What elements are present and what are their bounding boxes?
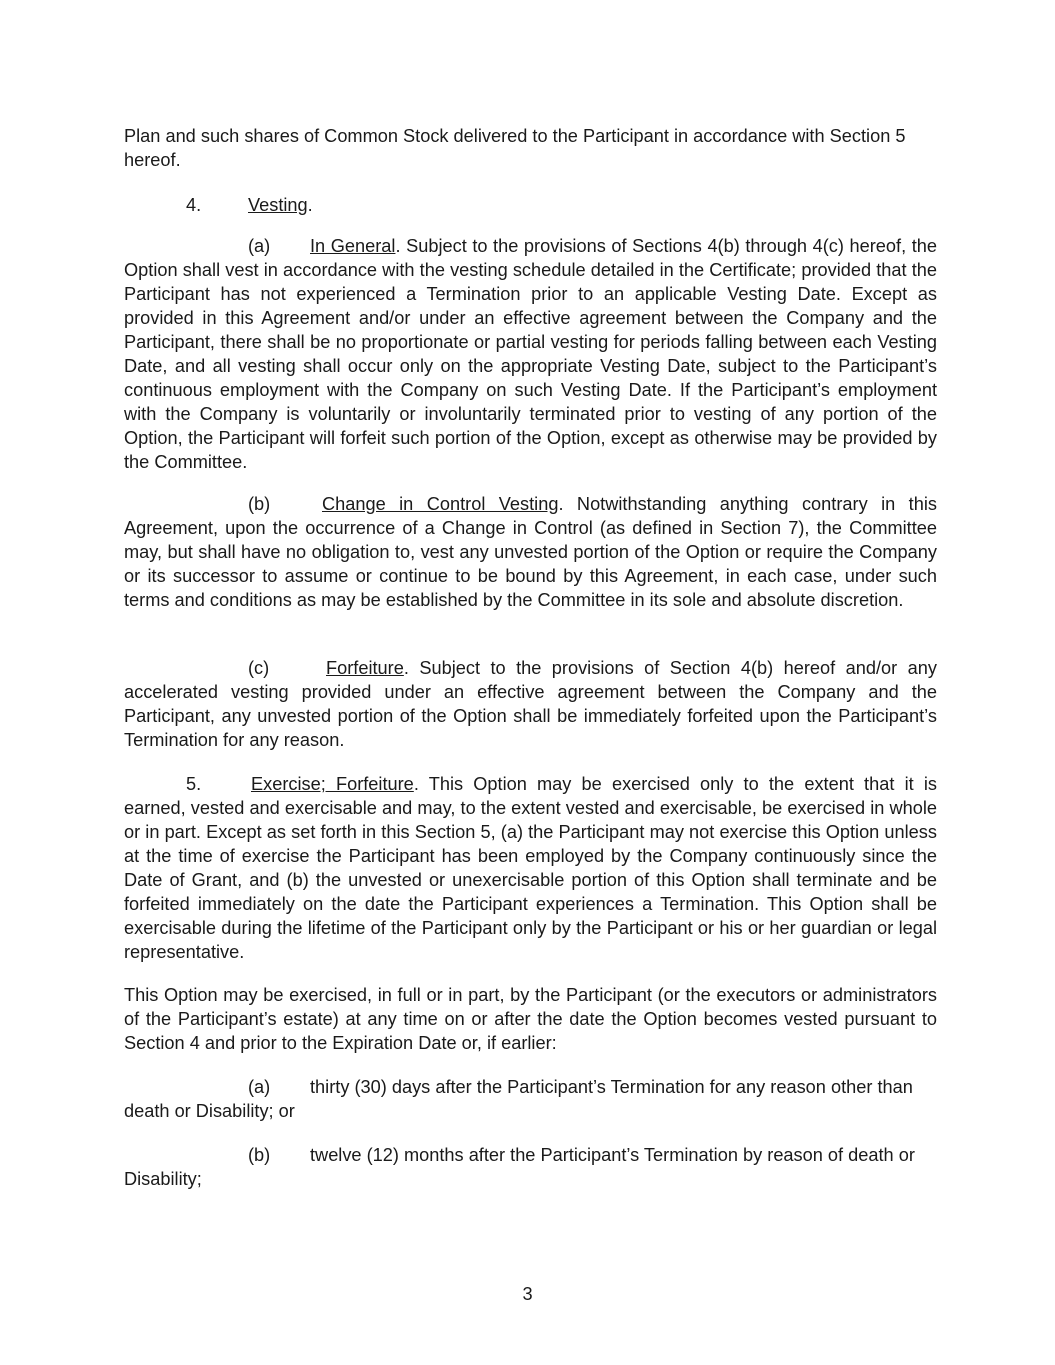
section-4b-heading: Change in Control Vesting bbox=[322, 494, 559, 514]
section-4b-label: (b) bbox=[248, 494, 271, 514]
intro-text: Plan and such shares of Common Stock delivered to the Participant in accordance with Section 5 hereof. bbox=[124, 126, 906, 170]
section-4b-paragraph bbox=[124, 492, 937, 612]
section-4a-text: . Subject to the provisions of Sections 4(b) through 4(c) hereof, the Option shall vest in accordance with the vesting schedule detailed in the Certificate; provided that the Participant has not experienced a Termination prior to an applicable Vesting Date. Except as provided in this Agreement and/or under an effective agreement between the Company and the Participant, there shall be no proportionate or partial vesting for periods falling between each Vesting Date, and all vesting shall occur only on the appropriate Vesting Date, subject to the Participant’s continuous employment with the Company on such Vesting Date. If the Participant’s employment with the Company is voluntarily or involuntarily terminated prior to vesting of any portion of the Option, the Participant will forfeit such portion of the Option, except as otherwise may be provided by the Committee. bbox=[124, 236, 937, 472]
section-5-text: . This Option may be exercised only to the extent that it is earned, vested and exercisable and may, to the extent vested and exercisable, be exercised in whole or in part. Except as set forth in this Section 5, (a) the Participant may not exercise this Option unless at the time of exercise the Participant has been employed by the Company continuously since the Date of Grant, and (b) the unvested or unexercisable portion of this Option shall terminate and be forfeited immediately on the date the Participant experiences a Termination. This Option shall be exercisable during the lifetime of the Participant only by the Participant or his or her guardian or legal representative. bbox=[124, 774, 937, 962]
section-5b-paragraph bbox=[124, 1143, 937, 1191]
section-5-paragraph-2 bbox=[124, 983, 937, 1055]
section-4b-text: . Notwithstanding anything contrary in this Agreement, upon the occurrence of a Change in Control (as defined in Section 7), the Committee may, but shall have no obligation to, vest any unvested portion of the Option or require the Company or its successor to assume or continue to be bound by this Agreement, in each case, under such terms and conditions as may be established by the Committee in its sole and absolute discretion. bbox=[124, 494, 937, 610]
section-4-number: 4. bbox=[186, 195, 202, 215]
section-5-heading: Exercise; Forfeiture bbox=[251, 774, 414, 794]
section-4a-paragraph bbox=[124, 234, 937, 474]
section-4a-label: (a) bbox=[248, 236, 271, 256]
section-4a-heading: In General bbox=[310, 236, 396, 256]
section-4c-label: (c) bbox=[248, 658, 270, 678]
section-5b-text: twelve (12) months after the Participant’s Termination by reason of death or Disability; bbox=[124, 1145, 915, 1189]
section-4-heading bbox=[124, 193, 937, 217]
intro-paragraph bbox=[124, 124, 937, 172]
section-5a-paragraph bbox=[124, 1075, 937, 1123]
section-5a-label: (a) bbox=[248, 1077, 271, 1097]
page-number: 3 bbox=[522, 1284, 533, 1304]
section-4-title: Vesting bbox=[248, 195, 308, 215]
section-5-paragraph bbox=[124, 772, 937, 964]
section-4c-paragraph bbox=[124, 656, 937, 752]
section-5-para2-text: This Option may be exercised, in full or in part, by the Participant (or the executors or administrators of the Participant’s estate) at any time on or after the date the Option becomes vested pursuant to Section 4 and prior to the Expiration Date or, if earlier: bbox=[124, 985, 937, 1053]
section-5-number: 5. bbox=[186, 774, 202, 794]
section-4c-heading: Forfeiture bbox=[326, 658, 404, 678]
section-4c-text: . Subject to the provisions of Section 4(b) hereof and/or any accelerated vesting provided under an effective agreement between the Company and the Participant, any unvested portion of the Option shall be immediately forfeited upon the Participant’s Termination for any reason. bbox=[124, 658, 937, 750]
section-5a-text: thirty (30) days after the Participant’s Termination for any reason other than death or Disability; or bbox=[124, 1077, 913, 1121]
section-4-title-punct: . bbox=[307, 195, 313, 215]
section-5b-label: (b) bbox=[248, 1145, 271, 1165]
